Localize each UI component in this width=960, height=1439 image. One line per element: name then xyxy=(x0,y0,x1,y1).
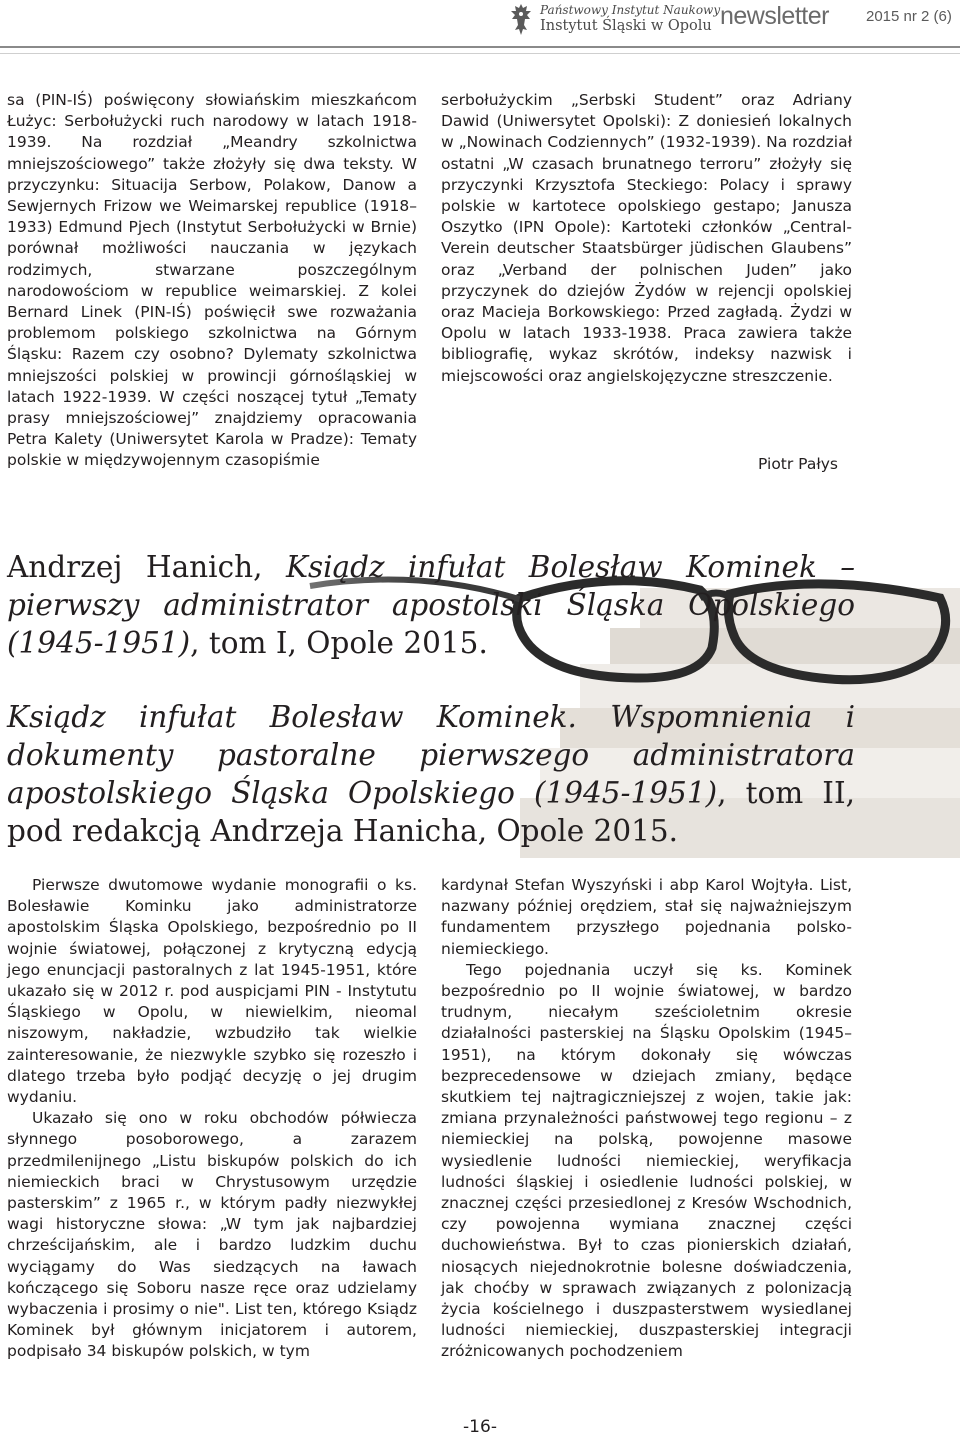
title-italic: Ksiądz infułat Bolesław Kominek. Wspomnienia i dokumenty pastoralne pierwszego administratora apostolskiego Śląska Opolskiego (1945-1951) xyxy=(7,700,855,810)
issue-number: 2015 nr 2 (6) xyxy=(866,8,952,25)
author-signature: Piotr Pałys xyxy=(758,455,838,473)
paragraph: kardynał Stefan Wyszyński i abp Karol Wojtyła. List, nazwany później orędziem, stał się najważniejszym fundamentem przyszłego pojednania polsko-niemieckiego. xyxy=(441,876,852,958)
paragraph: serbołużyckim „Serbski Student” oraz Adriany Dawid (Uniwersytet Opolski): Z doniesień lokalnych w „Nowinach Codziennych” (1932-1939). Na rozdział ostatni „W czasach brunatnego terroru” złożyły się przyczynki Krzysztofa Steckiego: Polacy i sprawy polskie w kartotece opolskiego gestapo; Janusza Oszytko (IPN Opole): Kartoteki członków „Central-Verein deutscher Staatsbürger jüdischen Glaubens” oraz „Verband der polnischen Juden” jako przyczynek do dziejów Żydów w rejencji opolskiej oraz Macieja Borkowskiego: Przed zagładą. Żydzi w Opolu w latach 1933-1938. Praca zawiera także bibliografię, wykaz skrótów, indeksy nazwisk i miejscowości oraz angielskojęzyczne streszczenie. xyxy=(441,91,852,385)
text-column-bottom-left xyxy=(7,875,417,1363)
header-rule xyxy=(0,46,960,48)
institute-name xyxy=(540,3,720,35)
text-column-top-right xyxy=(441,90,852,387)
institute-line-1: Państwowy Instytut Naukowy xyxy=(540,3,721,17)
title-author: Andrzej Hanich, xyxy=(7,550,286,584)
header-rule-thin xyxy=(0,53,960,54)
title-italic: Ksiądz infułat Bolesław Kominek – pierwszy administrator apostolski Śląska Opolskiego (1945-1951) xyxy=(7,550,855,660)
review-title-block xyxy=(0,528,960,858)
newsletter-wordmark: newsletter xyxy=(720,2,829,30)
paragraph: Tego pojednania uczył się ks. Kominek bezpośrednio po II wojnie światowej, w bardzo trudnym, niecałym sześcioletnim okresie działalności pasterskiej na Śląsku Opolskim (1945–1951), na którym dokonały się wówczas bezprecedensowe w dziejach zmiany, będące skutkiem tej najtragiczniejszej z wojen, takie jak: zmiana przynależności państwowej tego regionu – z niemieckiej na polską, powojenne masowe wysiedlenie ludności niemieckiej, weryfikacja ludności śląskiej i osiedlenie ludności polskiej, w znacznej części przesiedlonej z Kresów Wschodnich, czy powojenna wymiana znacznej części duchowieństwa. Był to czas pionierskich działań, niosących niejednokrotnie bolesne doświadczenia, jak choćby w sprawach związanych z polonizacją życia kościelnego i duszpasterstwem wysiedlanej ludności niemieckiej, duszpasterskiej integracji zróżnicowanych pochodzeniem xyxy=(441,960,852,1361)
page-number: -16- xyxy=(463,1417,497,1437)
page-header xyxy=(0,0,960,70)
paragraph: Pierwsze dwutomowe wydanie monografii o ks. Bolesławie Kominku jako administratorze apostolskim Śląska Opolskiego, bezpośrednio po II wojnie światowej, połączonej z krytyczną edycją jego enuncjacji pastoralnych z lat 1945-1951, które ukazało się w 2012 r. pod auspicjami PIN - Instytutu Śląskiego w Opolu, w niewielkim, nieomal niszowym, nakładzie, wzbudziło tak wielkie zainteresowanie, że niezwykle szybko się rozeszło i dlatego trzeba było podjąć decyzję o jej drugim wydaniu. xyxy=(7,876,417,1107)
paragraph: sa (PIN-IŚ) poświęcony słowiańskim mieszkańcom Łużyc: Serbołużycki ruch narodowy w latach 1918-1939. Na rozdział „Meandry szkolnictwa mniejszościowego” także złożyły się dwa teksty. W przyczynku: Situacija Serbow, Polakow, Danow a Sewjernych Frizow we Weimarskej republice (1918–1933) Edmund Pjech (Instytut Serbołużycki w Brnie) porównał możliwości nauczania w językach rodzimych, stwarzane poszczególnym narodowościom w republice weimarskiej. Z kolei Bernard Linek (PIN-IŚ) poświęcił swe rozważania problemom polskiego szkolnictwa na Górnym Śląsku: Razem czy osobno? Dylematy szkolnictwa mniejszości polskiej w prowincji górnośląskiej w latach 1922-1939. W części noszącej tytuł „Tematy prasy mniejszościowej” znajdziemy opracowania Petra Kalety (Uniwersytet Karola w Pradze): Tematy polskie w międzywojennym czasopiśmie xyxy=(7,91,417,470)
text-column-bottom-right xyxy=(441,875,852,1363)
title-rest: , tom II, pod redakcją Andrzeja Hanicha, Opole 2015. xyxy=(7,776,855,848)
book-title-volume-2 xyxy=(7,698,855,850)
institute-line-2: Instytut Śląski w Opolu xyxy=(540,18,712,34)
paragraph: Ukazało się ono w roku obchodów półwiecza słynnego posoborowego, a zarazem przedmilenijnego „Listu biskupów polskich do ich niemieckich braci w Chrystusowym urzędzie pasterskim” z 1965 r., w którym padły niezwykłej wagi historyczne słowa: „W tym jak najbardziej chrześcijańskim, ale i bardzo ludzkim duchu wyciągamy do Was siedzących na ławach kończącego się Soboru nasze ręce oraz udzielamy wybaczenia i prosimy o nie". List ten, którego Ksiądz Kominek był głównym inicjatorem i autorem, podpisało 34 biskupów polskich, w tym xyxy=(7,1109,417,1361)
book-title-volume-1 xyxy=(7,548,855,662)
title-rest: , tom I, Opole 2015. xyxy=(190,626,488,660)
text-column-top-left xyxy=(7,90,417,472)
eagle-emblem-icon xyxy=(508,2,534,38)
